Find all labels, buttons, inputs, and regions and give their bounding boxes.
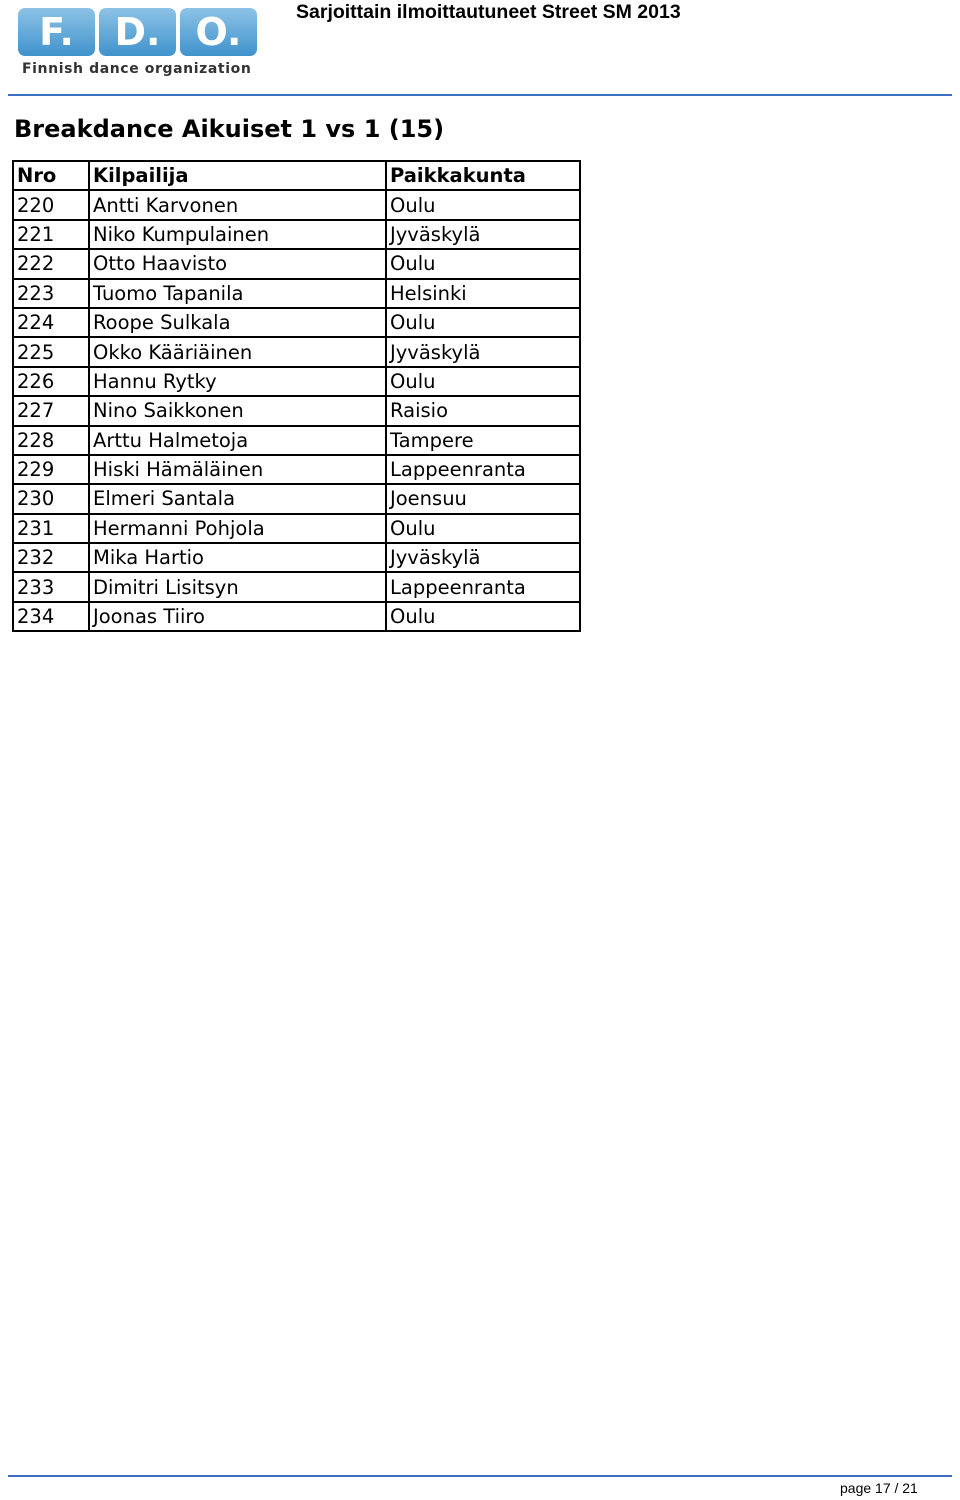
cell-kilpailija: Arttu Halmetoja [89,426,386,455]
table-row [13,484,580,513]
section-title: Breakdance Aikuiset 1 vs 1 (15) [14,115,445,143]
column-header-nro: Nro [13,161,89,190]
cell-paikkakunta: Oulu [386,602,580,631]
table-row [13,190,580,219]
footer-divider [8,1475,952,1477]
table-row [13,396,580,425]
cell-kilpailija: Roope Sulkala [89,308,386,337]
cell-kilpailija: Hermanni Pohjola [89,514,386,543]
cell-nro: 232 [13,543,89,572]
table-row [13,220,580,249]
cell-kilpailija: Otto Haavisto [89,249,386,278]
cell-nro: 223 [13,279,89,308]
table-body [13,190,580,631]
cell-nro: 227 [13,396,89,425]
header-divider [8,94,952,96]
cell-paikkakunta: Jyväskylä [386,220,580,249]
cell-nro: 229 [13,455,89,484]
cell-kilpailija: Nino Saikkonen [89,396,386,425]
cell-kilpailija: Hannu Rytky [89,367,386,396]
table-row [13,455,580,484]
document-title: Sarjoittain ilmoittautuneet Street SM 2013 [296,1,681,23]
cell-nro: 234 [13,602,89,631]
cell-paikkakunta: Jyväskylä [386,543,580,572]
table-row [13,426,580,455]
cell-paikkakunta: Oulu [386,190,580,219]
table-row [13,514,580,543]
cell-kilpailija: Elmeri Santala [89,484,386,513]
cell-nro: 226 [13,367,89,396]
logo-letter-o: O. [180,8,257,56]
column-header-kilpailija: Kilpailija [89,161,386,190]
table-row [13,249,580,278]
table-header-row [13,161,580,190]
table-row [13,572,580,601]
fdo-logo [18,8,262,84]
cell-nro: 222 [13,249,89,278]
cell-nro: 230 [13,484,89,513]
cell-paikkakunta: Tampere [386,426,580,455]
cell-nro: 233 [13,572,89,601]
logo-letter-d: D. [99,8,176,56]
cell-nro: 224 [13,308,89,337]
cell-kilpailija: Joonas Tiiro [89,602,386,631]
cell-paikkakunta: Jyväskylä [386,337,580,366]
cell-paikkakunta: Raisio [386,396,580,425]
table-row [13,308,580,337]
cell-paikkakunta: Oulu [386,308,580,337]
page-number: page 17 / 21 [840,1480,918,1496]
cell-paikkakunta: Lappeenranta [386,572,580,601]
table-row [13,543,580,572]
cell-kilpailija: Tuomo Tapanila [89,279,386,308]
cell-nro: 221 [13,220,89,249]
cell-nro: 228 [13,426,89,455]
cell-kilpailija: Hiski Hämäläinen [89,455,386,484]
registration-table [12,160,581,632]
table-row [13,279,580,308]
cell-paikkakunta: Helsinki [386,279,580,308]
cell-paikkakunta: Oulu [386,367,580,396]
cell-paikkakunta: Joensuu [386,484,580,513]
table-row [13,337,580,366]
cell-nro: 231 [13,514,89,543]
cell-kilpailija: Okko Kääriäinen [89,337,386,366]
cell-kilpailija: Dimitri Lisitsyn [89,572,386,601]
cell-nro: 220 [13,190,89,219]
cell-paikkakunta: Lappeenranta [386,455,580,484]
cell-paikkakunta: Oulu [386,249,580,278]
logo-tagline: Finnish dance organization [22,61,252,77]
cell-paikkakunta: Oulu [386,514,580,543]
cell-kilpailija: Antti Karvonen [89,190,386,219]
logo-letter-f: F. [18,8,95,56]
table-row [13,602,580,631]
column-header-paikkakunta: Paikkakunta [386,161,580,190]
cell-nro: 225 [13,337,89,366]
logo-letter-boxes [18,8,262,56]
table-row [13,367,580,396]
cell-kilpailija: Mika Hartio [89,543,386,572]
cell-kilpailija: Niko Kumpulainen [89,220,386,249]
